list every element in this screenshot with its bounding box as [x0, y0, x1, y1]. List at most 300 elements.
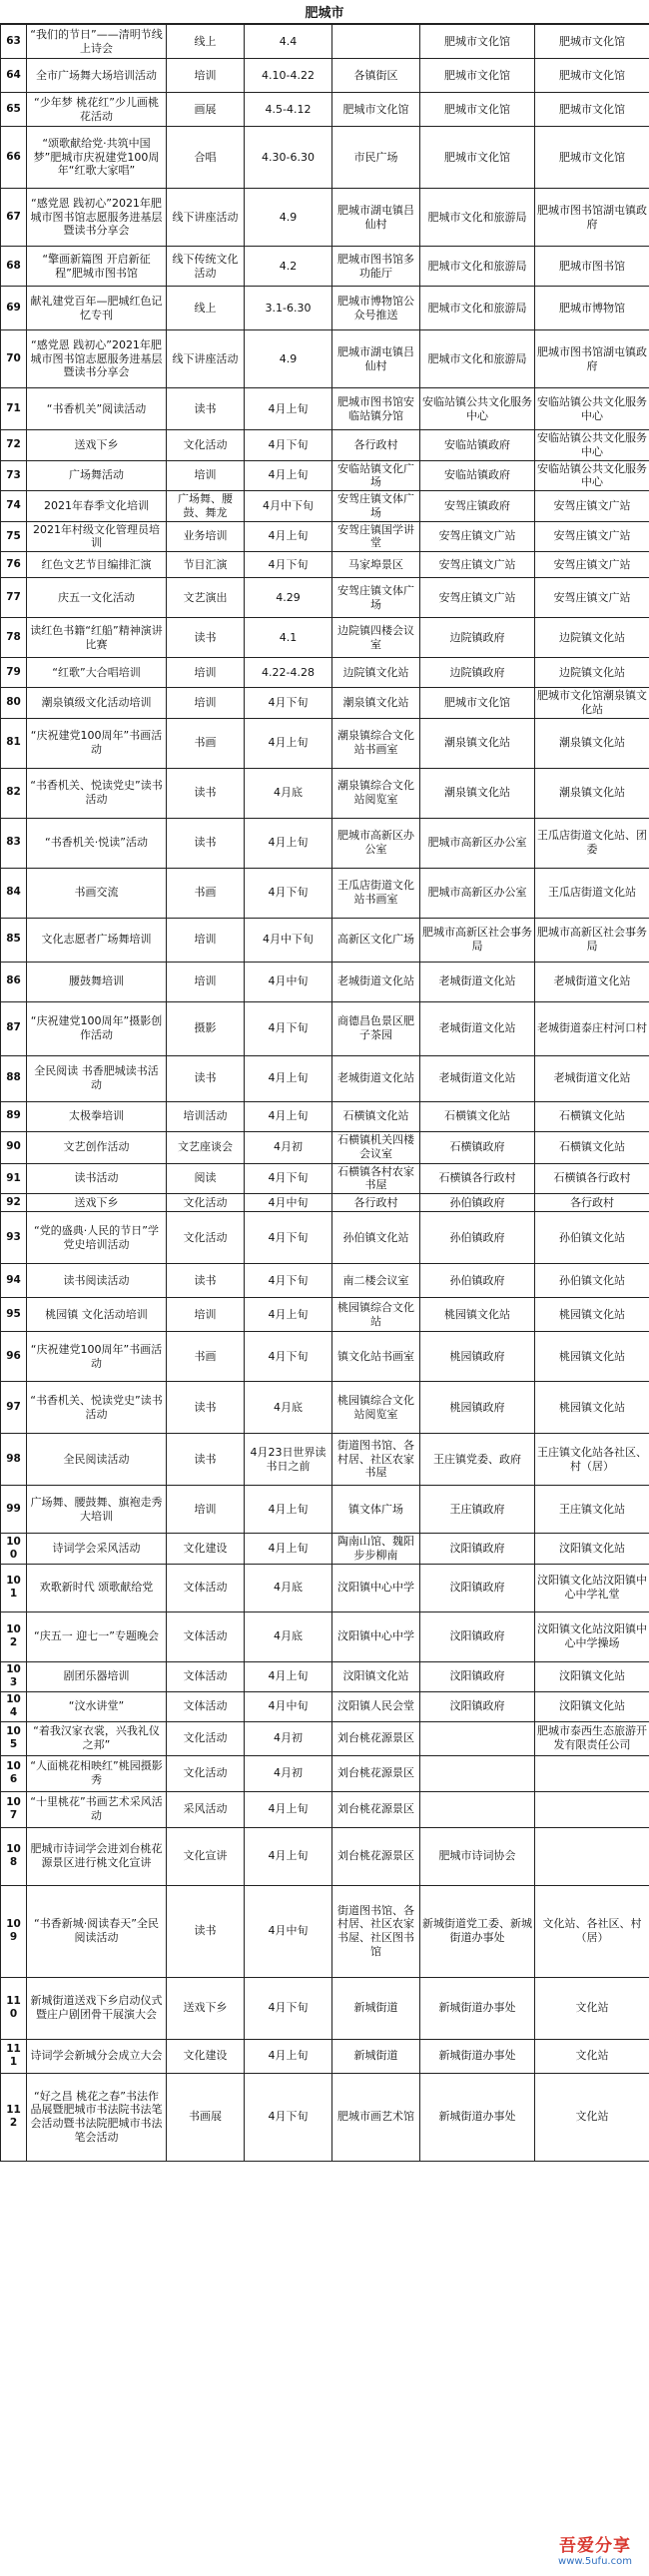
activity-time: 4.10-4.22 [245, 59, 332, 93]
activity-type: 培训活动 [167, 1101, 245, 1131]
activity-time: 4月中下旬 [245, 491, 332, 522]
table-row [1, 247, 649, 287]
organizing-unit: 老城街道泰庄村河口村 [535, 1001, 649, 1055]
table-row [1, 1611, 649, 1661]
activity-name: 庆五一文化活动 [27, 578, 167, 618]
organizing-unit: 安临站镇公共文化服务中心 [535, 388, 649, 430]
organizing-unit: 汶阳镇文化站 [535, 1691, 649, 1721]
undertaking-unit [420, 1721, 535, 1755]
undertaking-unit: 肥城市文化和旅游局 [420, 330, 535, 388]
organizing-unit: 汶阳镇文化站 [535, 1534, 649, 1565]
table-row [1, 2073, 649, 2161]
row-number: 98 [1, 1434, 27, 1486]
organizing-unit: 安驾庄镇文广站 [535, 552, 649, 578]
organizing-unit: 肥城市文化馆潮泉镇文化站 [535, 688, 649, 719]
activity-time: 4月中旬 [245, 1885, 332, 1977]
organizing-unit: 安临站镇公共文化服务中心 [535, 430, 649, 461]
activity-time: 4月中旬 [245, 1194, 332, 1212]
table-row [1, 1977, 649, 2039]
table-row [1, 552, 649, 578]
row-number: 63 [1, 25, 27, 59]
table-row [1, 718, 649, 768]
table-row [1, 1721, 649, 1755]
activity-place: 肥城市图书馆安临站镇分馆 [332, 388, 420, 430]
activity-name: 读书活动 [27, 1163, 167, 1194]
table-row [1, 388, 649, 430]
undertaking-unit: 肥城市高新区办公室 [420, 868, 535, 918]
activity-name: “感党恩 践初心”2021年肥城市图书馆志愿服务进基层暨读书分享会 [27, 189, 167, 247]
undertaking-unit: 桃园镇政府 [420, 1382, 535, 1434]
row-number: 81 [1, 718, 27, 768]
undertaking-unit: 安驾庄镇文广站 [420, 552, 535, 578]
activity-time: 4月上旬 [245, 1055, 332, 1101]
activity-type: 读书 [167, 768, 245, 818]
activity-name: 红色文艺节目编排汇演 [27, 552, 167, 578]
activity-time: 4月下旬 [245, 868, 332, 918]
activity-name: 送戏下乡 [27, 1194, 167, 1212]
activity-time: 4月中旬 [245, 1691, 332, 1721]
row-number: 104 [1, 1691, 27, 1721]
activity-name: “庆五一 迎七一”专题晚会 [27, 1611, 167, 1661]
activity-place: 汶阳镇中心中学 [332, 1564, 420, 1611]
activity-time: 4月初 [245, 1721, 332, 1755]
undertaking-unit: 肥城市文化和旅游局 [420, 247, 535, 287]
undertaking-unit: 潮泉镇文化站 [420, 768, 535, 818]
organizing-unit: 石横镇文化站 [535, 1101, 649, 1131]
organizing-unit: 安驾庄镇文广站 [535, 521, 649, 552]
activity-type: 线上 [167, 287, 245, 330]
watermark-url: www.5ufu.com [558, 2556, 632, 2567]
activity-place: 肥城市高新区办公室 [332, 818, 420, 868]
organizing-unit: 汶阳镇文化站 [535, 1661, 649, 1691]
activity-time: 4月上旬 [245, 1486, 332, 1534]
organizing-unit: 石横镇各行政村 [535, 1163, 649, 1194]
organizing-unit: 边院镇文化站 [535, 618, 649, 658]
activity-time: 4月下旬 [245, 1212, 332, 1264]
table-row [1, 1486, 649, 1534]
row-number: 111 [1, 2039, 27, 2073]
activity-time: 4.9 [245, 189, 332, 247]
row-number: 96 [1, 1332, 27, 1382]
activity-type: 文化建设 [167, 1534, 245, 1565]
table-row [1, 330, 649, 388]
activity-type: 线下讲座活动 [167, 330, 245, 388]
organizing-unit: 边院镇文化站 [535, 658, 649, 688]
activity-place: 街道图书馆、各村居、社区农家书屋、社区图书馆 [332, 1885, 420, 1977]
undertaking-unit: 安临站镇政府 [420, 460, 535, 491]
activity-name: “庆祝建党100周年”书画活动 [27, 1332, 167, 1382]
organizing-unit: 石横镇文化站 [535, 1131, 649, 1163]
activity-place: 潮泉镇文化站 [332, 688, 420, 719]
row-number: 68 [1, 247, 27, 287]
activity-type: 节目汇演 [167, 552, 245, 578]
activity-type: 业务培训 [167, 521, 245, 552]
activity-place: 商德昌色景区肥子茶园 [332, 1001, 420, 1055]
activity-name: 文化志愿者广场舞培训 [27, 918, 167, 962]
undertaking-unit: 安驾庄镇文广站 [420, 578, 535, 618]
activity-time: 3.1-6.30 [245, 287, 332, 330]
undertaking-unit: 老城街道文化站 [420, 1001, 535, 1055]
activity-name: 读红色书籍“红船”精神演讲比赛 [27, 618, 167, 658]
organizing-unit: 文化站、各社区、村（居） [535, 1885, 649, 1977]
organizing-unit: 潮泉镇文化站 [535, 768, 649, 818]
row-number: 69 [1, 287, 27, 330]
undertaking-unit [420, 1755, 535, 1791]
undertaking-unit: 孙伯镇政府 [420, 1212, 535, 1264]
activity-name: 送戏下乡 [27, 430, 167, 461]
activity-place: 市民广场 [332, 127, 420, 189]
activity-place: 桃园镇综合文化站阅览室 [332, 1382, 420, 1434]
table-row [1, 1055, 649, 1101]
activity-type: 线下传统文化活动 [167, 247, 245, 287]
activity-place: 各镇街区 [332, 59, 420, 93]
activity-type: 广场舞、腰鼓、舞龙 [167, 491, 245, 522]
row-number: 107 [1, 1791, 27, 1827]
activity-name: “十里桃花”书画艺术采风活动 [27, 1791, 167, 1827]
activity-place: 各行政村 [332, 1194, 420, 1212]
activity-type: 摄影 [167, 1001, 245, 1055]
activity-place: 南二楼会议室 [332, 1264, 420, 1298]
organizing-unit: 文化站 [535, 2039, 649, 2073]
activity-place: 安驾庄镇国学讲堂 [332, 521, 420, 552]
activity-place: 王瓜店街道文化站书画室 [332, 868, 420, 918]
undertaking-unit: 桃园镇文化站 [420, 1298, 535, 1332]
site-watermark [549, 2528, 641, 2570]
activity-table [0, 24, 649, 2162]
activity-name: “着我汉家衣裳，兴我礼仪之邦” [27, 1721, 167, 1755]
activity-time: 4月上旬 [245, 1791, 332, 1827]
activity-place: 街道图书馆、各村居、社区农家书屋 [332, 1434, 420, 1486]
row-number: 84 [1, 868, 27, 918]
row-number: 85 [1, 918, 27, 962]
watermark-logo: 吾爱分享 [559, 2536, 631, 2556]
row-number: 74 [1, 491, 27, 522]
undertaking-unit: 安驾庄镇政府 [420, 491, 535, 522]
activity-place: 刘台桃花源景区 [332, 1827, 420, 1885]
row-number: 106 [1, 1755, 27, 1791]
activity-place: 潮泉镇综合文化站书画室 [332, 718, 420, 768]
activity-name: 桃园镇 文化活动培训 [27, 1298, 167, 1332]
row-number: 100 [1, 1534, 27, 1565]
organizing-unit: 老城街道文化站 [535, 1055, 649, 1101]
row-number: 86 [1, 962, 27, 1001]
undertaking-unit: 孙伯镇政府 [420, 1264, 535, 1298]
undertaking-unit: 肥城市文化馆 [420, 688, 535, 719]
organizing-unit: 王庄镇文化站各社区、村（居） [535, 1434, 649, 1486]
table-row [1, 2039, 649, 2073]
activity-place: 肥城市画艺术馆 [332, 2073, 420, 2161]
table-row [1, 618, 649, 658]
activity-place: 刘台桃花源景区 [332, 1755, 420, 1791]
activity-time: 4月上旬 [245, 460, 332, 491]
activity-type: 合唱 [167, 127, 245, 189]
activity-place: 陶南山馆、魏阳步步柳南 [332, 1534, 420, 1565]
organizing-unit: 文化站 [535, 2073, 649, 2161]
activity-time: 4月初 [245, 1131, 332, 1163]
activity-type: 文体活动 [167, 1661, 245, 1691]
undertaking-unit: 老城街道文化站 [420, 1055, 535, 1101]
row-number: 87 [1, 1001, 27, 1055]
undertaking-unit: 王庄镇党委、政府 [420, 1434, 535, 1486]
activity-place: 边院镇文化站 [332, 658, 420, 688]
activity-time: 4月底 [245, 1382, 332, 1434]
row-number: 109 [1, 1885, 27, 1977]
table-row [1, 1212, 649, 1264]
table-row [1, 1332, 649, 1382]
activity-type: 培训 [167, 658, 245, 688]
city-title: 肥城市 [305, 6, 344, 21]
row-number: 103 [1, 1661, 27, 1691]
organizing-unit [535, 1827, 649, 1885]
table-row [1, 1755, 649, 1791]
row-number: 65 [1, 93, 27, 127]
activity-place: 马家埠景区 [332, 552, 420, 578]
activity-place: 老城街道文化站 [332, 1055, 420, 1101]
activity-time: 4月底 [245, 768, 332, 818]
table-row [1, 93, 649, 127]
row-number: 78 [1, 618, 27, 658]
undertaking-unit: 汶阳镇政府 [420, 1534, 535, 1565]
activity-time: 4月下旬 [245, 1332, 332, 1382]
activity-name: “汶水讲堂” [27, 1691, 167, 1721]
activity-time: 4月上旬 [245, 2039, 332, 2073]
activity-type: 培训 [167, 460, 245, 491]
activity-place: 孙伯镇文化站 [332, 1212, 420, 1264]
activity-name: 献礼建党百年—肥城红色记忆专刊 [27, 287, 167, 330]
undertaking-unit [420, 1791, 535, 1827]
undertaking-unit: 肥城市文化馆 [420, 127, 535, 189]
organizing-unit: 各行政村 [535, 1194, 649, 1212]
activity-time: 4月23日世界读书日之前 [245, 1434, 332, 1486]
undertaking-unit: 王庄镇政府 [420, 1486, 535, 1534]
activity-time: 4.4 [245, 25, 332, 59]
activity-time: 4月上旬 [245, 818, 332, 868]
undertaking-unit: 肥城市文化和旅游局 [420, 189, 535, 247]
activity-name: “书香机关、悦读党史”读书活动 [27, 768, 167, 818]
row-number: 77 [1, 578, 27, 618]
activity-place: 高新区文化广场 [332, 918, 420, 962]
activity-type: 画展 [167, 93, 245, 127]
table-row [1, 1534, 649, 1565]
row-number: 91 [1, 1163, 27, 1194]
table-row [1, 1001, 649, 1055]
row-number: 67 [1, 189, 27, 247]
organizing-unit: 汶阳镇文化站汶阳镇中心中学礼堂 [535, 1564, 649, 1611]
undertaking-unit: 汶阳镇政府 [420, 1611, 535, 1661]
undertaking-unit: 桃园镇政府 [420, 1332, 535, 1382]
table-row [1, 1885, 649, 1977]
activity-name: 2021年村级文化管理员培训 [27, 521, 167, 552]
row-number: 108 [1, 1827, 27, 1885]
activity-time: 4月初 [245, 1755, 332, 1791]
activity-time: 4.5-4.12 [245, 93, 332, 127]
undertaking-unit: 老城街道文化站 [420, 962, 535, 1001]
activity-name: 潮泉镇级文化活动培训 [27, 688, 167, 719]
undertaking-unit: 新城街道党工委、新城街道办事处 [420, 1885, 535, 1977]
activity-name: 诗词学会新城分会成立大会 [27, 2039, 167, 2073]
organizing-unit: 王瓜店街道文化站 [535, 868, 649, 918]
activity-type: 培训 [167, 918, 245, 962]
undertaking-unit: 石横镇文化站 [420, 1101, 535, 1131]
activity-place: 刘台桃花源景区 [332, 1791, 420, 1827]
activity-name: “少年梦 桃花红”少儿画桃花活动 [27, 93, 167, 127]
activity-type: 读书 [167, 1434, 245, 1486]
row-number: 79 [1, 658, 27, 688]
undertaking-unit: 肥城市文化馆 [420, 25, 535, 59]
activity-place: 肥城市文化馆 [332, 93, 420, 127]
activity-place: 肥城市湖屯镇吕仙村 [332, 189, 420, 247]
undertaking-unit: 肥城市文化和旅游局 [420, 287, 535, 330]
row-number: 76 [1, 552, 27, 578]
row-number: 64 [1, 59, 27, 93]
activity-place: 刘台桃花源景区 [332, 1721, 420, 1755]
activity-time: 4月下旬 [245, 1001, 332, 1055]
activity-type: 书画 [167, 1332, 245, 1382]
organizing-unit [535, 1791, 649, 1827]
activity-type: 读书 [167, 1382, 245, 1434]
activity-type: 培训 [167, 59, 245, 93]
activity-type: 文艺演出 [167, 578, 245, 618]
row-number: 112 [1, 2073, 27, 2161]
activity-name: “擎画新篇图 开启新征程”肥城市图书馆 [27, 247, 167, 287]
row-number: 105 [1, 1721, 27, 1755]
organizing-unit: 孙伯镇文化站 [535, 1212, 649, 1264]
organizing-unit: 肥城市泰西生态旅游开发有限责任公司 [535, 1721, 649, 1755]
table-row [1, 868, 649, 918]
undertaking-unit: 新城街道办事处 [420, 2039, 535, 2073]
activity-name: “党的盛典·人民的节日”学党史培训活动 [27, 1212, 167, 1264]
activity-time: 4月下旬 [245, 1163, 332, 1194]
row-number: 92 [1, 1194, 27, 1212]
activity-time: 4月上旬 [245, 1661, 332, 1691]
undertaking-unit: 汶阳镇政府 [420, 1661, 535, 1691]
activity-name: 剧团乐器培训 [27, 1661, 167, 1691]
activity-type: 采风活动 [167, 1791, 245, 1827]
activity-type: 培训 [167, 688, 245, 719]
activity-place: 汶阳镇中心中学 [332, 1611, 420, 1661]
table-row [1, 578, 649, 618]
table-row [1, 688, 649, 719]
activity-name: 广场舞、腰鼓舞、旗袍走秀大培训 [27, 1486, 167, 1534]
table-row [1, 1264, 649, 1298]
table-row [1, 1298, 649, 1332]
organizing-unit: 肥城市文化馆 [535, 59, 649, 93]
organizing-unit: 桃园镇文化站 [535, 1298, 649, 1332]
table-row [1, 1434, 649, 1486]
organizing-unit: 安驾庄镇文广站 [535, 491, 649, 522]
organizing-unit: 安临站镇公共文化服务中心 [535, 460, 649, 491]
row-number: 93 [1, 1212, 27, 1264]
table-row [1, 1564, 649, 1611]
table-row [1, 25, 649, 59]
row-number: 95 [1, 1298, 27, 1332]
table-row [1, 818, 649, 868]
activity-time: 4.30-6.30 [245, 127, 332, 189]
activity-type: 文化宣讲 [167, 1827, 245, 1885]
activity-time: 4月上旬 [245, 1298, 332, 1332]
activity-time: 4月下旬 [245, 1264, 332, 1298]
activity-place: 桃园镇综合文化站 [332, 1298, 420, 1332]
undertaking-unit: 肥城市文化馆 [420, 93, 535, 127]
activity-time: 4月上旬 [245, 1827, 332, 1885]
undertaking-unit: 孙伯镇政府 [420, 1194, 535, 1212]
activity-time: 4月中旬 [245, 962, 332, 1001]
activity-place: 肥城市图书馆多功能厅 [332, 247, 420, 287]
activity-place: 新城街道 [332, 1977, 420, 2039]
activity-time: 4.2 [245, 247, 332, 287]
organizing-unit: 肥城市图书馆湖屯镇政府 [535, 189, 649, 247]
activity-time: 4月上旬 [245, 388, 332, 430]
table-row [1, 287, 649, 330]
organizing-unit: 文化站 [535, 1977, 649, 2039]
activity-place: 老城街道文化站 [332, 962, 420, 1001]
activity-type: 文化活动 [167, 1194, 245, 1212]
table-row [1, 127, 649, 189]
table-row [1, 430, 649, 461]
undertaking-unit: 石横镇政府 [420, 1131, 535, 1163]
table-row [1, 1661, 649, 1691]
activity-name: 文艺创作活动 [27, 1131, 167, 1163]
table-row [1, 59, 649, 93]
row-number: 102 [1, 1611, 27, 1661]
table-row [1, 1791, 649, 1827]
activity-name: 诗词学会采风活动 [27, 1534, 167, 1565]
activity-type: 文化活动 [167, 1212, 245, 1264]
activity-type: 文艺座谈会 [167, 1131, 245, 1163]
activity-name: 新城街道送戏下乡启动仪式暨庄户剧团骨干展演大会 [27, 1977, 167, 2039]
activity-place [332, 25, 420, 59]
organizing-unit: 肥城市文化馆 [535, 127, 649, 189]
activity-type: 书画展 [167, 2073, 245, 2161]
activity-name: “我们的节日”——清明节线上诗会 [27, 25, 167, 59]
row-number: 71 [1, 388, 27, 430]
activity-name: “感党恩 践初心”2021年肥城市图书馆志愿服务进基层暨读书分享会 [27, 330, 167, 388]
table-row [1, 1101, 649, 1131]
activity-type: 文体活动 [167, 1691, 245, 1721]
table-row [1, 1131, 649, 1163]
undertaking-unit: 边院镇政府 [420, 658, 535, 688]
activity-name: 全市广场舞大场培训活动 [27, 59, 167, 93]
organizing-unit: 王庄镇文化站 [535, 1486, 649, 1534]
activity-time: 4月上旬 [245, 1101, 332, 1131]
table-row [1, 918, 649, 962]
activity-time: 4月底 [245, 1564, 332, 1611]
undertaking-unit: 石横镇各行政村 [420, 1163, 535, 1194]
organizing-unit: 安驾庄镇文广站 [535, 578, 649, 618]
undertaking-unit: 边院镇政府 [420, 618, 535, 658]
row-number: 75 [1, 521, 27, 552]
activity-name: “书香机关、悦读党史”读书活动 [27, 1382, 167, 1434]
table-row [1, 1691, 649, 1721]
activity-type: 书画 [167, 718, 245, 768]
activity-type: 阅读 [167, 1163, 245, 1194]
activity-type: 培训 [167, 962, 245, 1001]
organizing-unit: 肥城市图书馆 [535, 247, 649, 287]
undertaking-unit: 肥城市诗词协会 [420, 1827, 535, 1885]
activity-place: 肥城市湖屯镇吕仙村 [332, 330, 420, 388]
organizing-unit: 桃园镇文化站 [535, 1332, 649, 1382]
undertaking-unit: 汶阳镇政府 [420, 1691, 535, 1721]
activity-time: 4月下旬 [245, 2073, 332, 2161]
row-number: 90 [1, 1131, 27, 1163]
table-row [1, 491, 649, 522]
activity-name: “书香机关·悦读”活动 [27, 818, 167, 868]
activity-time: 4月下旬 [245, 430, 332, 461]
undertaking-unit: 安临站镇政府 [420, 430, 535, 461]
activity-name: 腰鼓舞培训 [27, 962, 167, 1001]
organizing-unit: 王瓜店街道文化站、团委 [535, 818, 649, 868]
row-number: 82 [1, 768, 27, 818]
